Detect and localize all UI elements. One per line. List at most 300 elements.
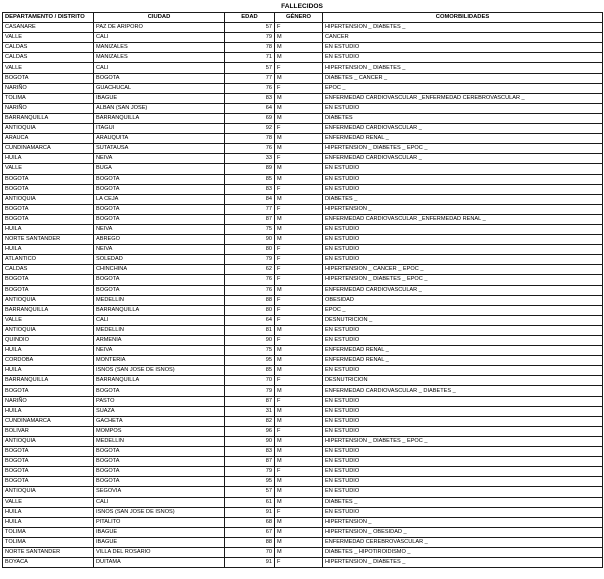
edad-cell: 84 <box>225 194 275 204</box>
comorbilidades-cell: DIABETES _ HIPOTIROIDISMO _ <box>323 547 603 557</box>
departamento-cell: HUILA <box>3 517 94 527</box>
ciudad-cell: IBAGUE <box>94 527 225 537</box>
comorbilidades-cell: HIPERTENSION _ DIABETES _ <box>323 23 603 33</box>
genero-cell: F <box>275 558 323 568</box>
departamento-cell: BOGOTA <box>3 214 94 224</box>
comorbilidades-cell: EN ESTUDIO <box>323 245 603 255</box>
departamento-cell: VALLE <box>3 497 94 507</box>
edad-cell: 57 <box>225 23 275 33</box>
genero-cell: M <box>275 366 323 376</box>
edad-cell: 92 <box>225 124 275 134</box>
comorbilidades-cell: ENFERMEDAD CARDIOVASCULAR _ENFERMEDAD CEREBROVASCULAR _ <box>323 93 603 103</box>
ciudad-cell: NEIVA <box>94 346 225 356</box>
ciudad-cell: ALBAN (SAN JOSE) <box>94 103 225 113</box>
genero-cell: F <box>275 63 323 73</box>
departamento-cell: VALLE <box>3 164 94 174</box>
edad-cell: 75 <box>225 224 275 234</box>
genero-cell: F <box>275 124 323 134</box>
genero-cell: M <box>275 346 323 356</box>
genero-cell: M <box>275 537 323 547</box>
genero-cell: F <box>275 204 323 214</box>
departamento-cell: CALDAS <box>3 43 94 53</box>
ciudad-cell: BOGOTA <box>94 477 225 487</box>
ciudad-cell: SUAZA <box>94 406 225 416</box>
departamento-cell: ARAUCA <box>3 134 94 144</box>
edad-cell: 79 <box>225 255 275 265</box>
comorbilidades-cell: HIPERTENSION _ DIABETES _ <box>323 558 603 568</box>
genero-cell: F <box>275 245 323 255</box>
comorbilidades-cell: HIPERTENSION _ <box>323 204 603 214</box>
ciudad-cell: CALI <box>94 63 225 73</box>
ciudad-cell: BOGOTA <box>94 174 225 184</box>
genero-cell: M <box>275 164 323 174</box>
genero-cell: F <box>275 336 323 346</box>
edad-cell: 88 <box>225 295 275 305</box>
genero-cell: F <box>275 315 323 325</box>
comorbilidades-cell: EN ESTUDIO <box>323 416 603 426</box>
ciudad-cell: PAZ DE ARIPORO <box>94 23 225 33</box>
ciudad-cell: ARMENIA <box>94 336 225 346</box>
comorbilidades-cell: HIPERTENSION _ DIABETES _ EPOC _ <box>323 275 603 285</box>
edad-cell: 62 <box>225 265 275 275</box>
table-row <box>3 477 603 487</box>
departamento-cell: HUILA <box>3 406 94 416</box>
comorbilidades-cell: EPOC _ <box>323 83 603 93</box>
comorbilidades-cell: EN ESTUDIO <box>323 366 603 376</box>
comorbilidades-cell: EN ESTUDIO <box>323 477 603 487</box>
ciudad-cell: BOGOTA <box>94 447 225 457</box>
comorbilidades-cell: EN ESTUDIO <box>323 43 603 53</box>
edad-cell: 78 <box>225 43 275 53</box>
comorbilidades-cell: ENFERMEDAD CARDIOVASCULAR _ DIABETES _ <box>323 386 603 396</box>
comorbilidades-cell: EN ESTUDIO <box>323 325 603 335</box>
edad-cell: 76 <box>225 144 275 154</box>
ciudad-cell: LA CEJA <box>94 194 225 204</box>
table-row <box>3 315 603 325</box>
table-row <box>3 406 603 416</box>
departamento-cell: HUILA <box>3 245 94 255</box>
edad-cell: 76 <box>225 83 275 93</box>
edad-cell: 90 <box>225 235 275 245</box>
table-row <box>3 346 603 356</box>
departamento-cell: BOGOTA <box>3 204 94 214</box>
table-row <box>3 265 603 275</box>
ciudad-cell: ARAUQUITA <box>94 134 225 144</box>
table-row <box>3 33 603 43</box>
table-row <box>3 154 603 164</box>
departamento-cell: ANTIOQUIA <box>3 124 94 134</box>
ciudad-cell: IBAGUE <box>94 93 225 103</box>
comorbilidades-cell: HIPERTENSION _ DIABETES _ EPOC _ <box>323 436 603 446</box>
ciudad-cell: BOGOTA <box>94 275 225 285</box>
ciudad-cell: BOGOTA <box>94 214 225 224</box>
comorbilidades-cell: EN ESTUDIO <box>323 184 603 194</box>
table-row <box>3 497 603 507</box>
ciudad-cell: MANIZALES <box>94 43 225 53</box>
ciudad-cell: BOGOTA <box>94 457 225 467</box>
edad-cell: 82 <box>225 416 275 426</box>
comorbilidades-cell: ENFERMEDAD CARDIOVASCULAR _ <box>323 285 603 295</box>
comorbilidades-cell: EN ESTUDIO <box>323 447 603 457</box>
edad-cell: 87 <box>225 396 275 406</box>
genero-cell: M <box>275 447 323 457</box>
departamento-cell: QUINDIO <box>3 336 94 346</box>
comorbilidades-cell: EN ESTUDIO <box>323 224 603 234</box>
table-row <box>3 305 603 315</box>
table-row <box>3 295 603 305</box>
genero-cell: F <box>275 507 323 517</box>
genero-cell: M <box>275 174 323 184</box>
table-row <box>3 83 603 93</box>
edad-cell: 75 <box>225 346 275 356</box>
departamento-cell: CASANARE <box>3 23 94 33</box>
edad-cell: 83 <box>225 184 275 194</box>
edad-cell: 95 <box>225 356 275 366</box>
edad-cell: 31 <box>225 406 275 416</box>
ciudad-cell: PASTO <box>94 396 225 406</box>
edad-cell: 88 <box>225 537 275 547</box>
genero-cell: M <box>275 113 323 123</box>
genero-cell: M <box>275 194 323 204</box>
edad-cell: 71 <box>225 53 275 63</box>
genero-cell: F <box>275 275 323 285</box>
ciudad-cell: BOGOTA <box>94 204 225 214</box>
table-row <box>3 447 603 457</box>
departamento-cell: BOGOTA <box>3 457 94 467</box>
genero-cell: F <box>275 305 323 315</box>
edad-cell: 79 <box>225 467 275 477</box>
table-row <box>3 547 603 557</box>
departamento-cell: ATLANTICO <box>3 255 94 265</box>
spreadsheet-page <box>2 2 602 568</box>
departamento-cell: BOGOTA <box>3 184 94 194</box>
ciudad-cell: GUACHUCAL <box>94 83 225 93</box>
edad-cell: 91 <box>225 558 275 568</box>
table-row <box>3 144 603 154</box>
ciudad-cell: MEDELLIN <box>94 436 225 446</box>
table-row <box>3 73 603 83</box>
departamento-cell: CALDAS <box>3 53 94 63</box>
departamento-cell: TOLIMA <box>3 527 94 537</box>
ciudad-cell: SEGOVIA <box>94 487 225 497</box>
comorbilidades-cell: ENFERMEDAD CARDIOVASCULAR _ <box>323 124 603 134</box>
comorbilidades-cell: EN ESTUDIO <box>323 406 603 416</box>
comorbilidades-cell: ENFERMEDAD CARDIOVASCULAR _ENFERMEDAD RENAL _ <box>323 214 603 224</box>
edad-cell: 81 <box>225 325 275 335</box>
table-row <box>3 487 603 497</box>
ciudad-cell: SOLEDAD <box>94 255 225 265</box>
ciudad-cell: BARRANQUILLA <box>94 113 225 123</box>
ciudad-cell: NEIVA <box>94 154 225 164</box>
departamento-cell: ANTIOQUIA <box>3 295 94 305</box>
departamento-cell: ANTIOQUIA <box>3 325 94 335</box>
ciudad-cell: NEIVA <box>94 224 225 234</box>
genero-cell: M <box>275 43 323 53</box>
edad-cell: 57 <box>225 487 275 497</box>
genero-cell: M <box>275 144 323 154</box>
genero-cell: M <box>275 235 323 245</box>
genero-cell: M <box>275 457 323 467</box>
departamento-cell: CORDOBA <box>3 356 94 366</box>
comorbilidades-cell: EN ESTUDIO <box>323 487 603 497</box>
table-row <box>3 366 603 376</box>
table-row <box>3 426 603 436</box>
edad-cell: 76 <box>225 285 275 295</box>
genero-cell: F <box>275 154 323 164</box>
table-row <box>3 245 603 255</box>
table-row <box>3 224 603 234</box>
genero-cell: M <box>275 527 323 537</box>
table-row <box>3 164 603 174</box>
comorbilidades-cell: ENFERMEDAD RENAL _ <box>323 134 603 144</box>
ciudad-cell: PITALITO <box>94 517 225 527</box>
ciudad-cell: CALI <box>94 315 225 325</box>
edad-cell: 77 <box>225 204 275 214</box>
departamento-cell: NARIÑO <box>3 83 94 93</box>
edad-cell: 68 <box>225 517 275 527</box>
table-row <box>3 507 603 517</box>
table-row <box>3 376 603 386</box>
genero-cell: F <box>275 467 323 477</box>
comorbilidades-cell: DIABETES _ <box>323 497 603 507</box>
ciudad-cell: GACHETA <box>94 416 225 426</box>
departamento-cell: HUILA <box>3 224 94 234</box>
departamento-cell: HUILA <box>3 154 94 164</box>
genero-cell: F <box>275 396 323 406</box>
edad-cell: 90 <box>225 436 275 446</box>
departamento-cell: BOGOTA <box>3 467 94 477</box>
table-row <box>3 285 603 295</box>
table-row <box>3 134 603 144</box>
edad-cell: 85 <box>225 174 275 184</box>
genero-cell: M <box>275 103 323 113</box>
departamento-cell: BOGOTA <box>3 275 94 285</box>
edad-cell: 79 <box>225 33 275 43</box>
edad-cell: 78 <box>225 134 275 144</box>
genero-cell: M <box>275 214 323 224</box>
departamento-cell: CALDAS <box>3 265 94 275</box>
ciudad-cell: NEIVA <box>94 245 225 255</box>
genero-cell: M <box>275 53 323 63</box>
header-row <box>3 13 603 23</box>
genero-cell: F <box>275 376 323 386</box>
table-row <box>3 558 603 568</box>
table-row <box>3 386 603 396</box>
genero-cell: M <box>275 356 323 366</box>
genero-cell: M <box>275 497 323 507</box>
comorbilidades-cell: EN ESTUDIO <box>323 426 603 436</box>
comorbilidades-cell: HIPERTENSION _ CANCER _ EPOC _ <box>323 265 603 275</box>
header-departamento: DEPARTAMENTO / DISTRITO <box>3 13 94 23</box>
table-row <box>3 467 603 477</box>
edad-cell: 76 <box>225 275 275 285</box>
ciudad-cell: BOGOTA <box>94 73 225 83</box>
genero-cell: M <box>275 134 323 144</box>
table-row <box>3 336 603 346</box>
table-row <box>3 113 603 123</box>
genero-cell: M <box>275 93 323 103</box>
table-row <box>3 43 603 53</box>
genero-cell: M <box>275 386 323 396</box>
table-row <box>3 517 603 527</box>
table-row <box>3 214 603 224</box>
table-row <box>3 457 603 467</box>
departamento-cell: TOLIMA <box>3 537 94 547</box>
ciudad-cell: BARRANQUILLA <box>94 376 225 386</box>
comorbilidades-cell: HIPERTENSION _ DIABETES _ <box>323 63 603 73</box>
genero-cell: F <box>275 83 323 93</box>
edad-cell: 64 <box>225 103 275 113</box>
edad-cell: 90 <box>225 336 275 346</box>
departamento-cell: BOGOTA <box>3 386 94 396</box>
edad-cell: 77 <box>225 73 275 83</box>
edad-cell: 87 <box>225 457 275 467</box>
comorbilidades-cell: EPOC _ <box>323 305 603 315</box>
departamento-cell: NORTE SANTANDER <box>3 547 94 557</box>
edad-cell: 96 <box>225 426 275 436</box>
ciudad-cell: MEDELLIN <box>94 295 225 305</box>
edad-cell: 91 <box>225 507 275 517</box>
genero-cell: M <box>275 325 323 335</box>
departamento-cell: ANTIOQUIA <box>3 487 94 497</box>
table-row <box>3 204 603 214</box>
edad-cell: 87 <box>225 214 275 224</box>
comorbilidades-cell: DESNUTRICION <box>323 376 603 386</box>
comorbilidades-cell: OBESIDAD <box>323 295 603 305</box>
edad-cell: 95 <box>225 477 275 487</box>
edad-cell: 89 <box>225 164 275 174</box>
comorbilidades-cell: EN ESTUDIO <box>323 457 603 467</box>
ciudad-cell: BOGOTA <box>94 285 225 295</box>
ciudad-cell: ITAGUI <box>94 124 225 134</box>
departamento-cell: VALLE <box>3 315 94 325</box>
table-row <box>3 356 603 366</box>
ciudad-cell: BUGA <box>94 164 225 174</box>
edad-cell: 85 <box>225 366 275 376</box>
comorbilidades-cell: EN ESTUDIO <box>323 235 603 245</box>
comorbilidades-cell: CANCER <box>323 33 603 43</box>
genero-cell: M <box>275 517 323 527</box>
comorbilidades-cell: HIPERTENSION _ OBESIDAD _ <box>323 527 603 537</box>
departamento-cell: HUILA <box>3 507 94 517</box>
comorbilidades-cell: EN ESTUDIO <box>323 396 603 406</box>
genero-cell: F <box>275 23 323 33</box>
departamento-cell: BOGOTA <box>3 73 94 83</box>
ciudad-cell: BOGOTA <box>94 184 225 194</box>
departamento-cell: BOGOTA <box>3 447 94 457</box>
ciudad-cell: BOGOTA <box>94 386 225 396</box>
table-row <box>3 93 603 103</box>
departamento-cell: BARRANQUILLA <box>3 113 94 123</box>
ciudad-cell: SUTATAUSA <box>94 144 225 154</box>
genero-cell: M <box>275 416 323 426</box>
table-row <box>3 235 603 245</box>
departamento-cell: BOGOTA <box>3 285 94 295</box>
genero-cell: M <box>275 73 323 83</box>
ciudad-cell: VILLA DEL ROSARIO <box>94 547 225 557</box>
table-row <box>3 53 603 63</box>
departamento-cell: ANTIOQUIA <box>3 436 94 446</box>
genero-cell: F <box>275 295 323 305</box>
comorbilidades-cell: EN ESTUDIO <box>323 255 603 265</box>
table-row <box>3 184 603 194</box>
table-row <box>3 63 603 73</box>
departamento-cell: BOYACA <box>3 558 94 568</box>
departamento-cell: BOLIVAR <box>3 426 94 436</box>
edad-cell: 64 <box>225 315 275 325</box>
table-row <box>3 416 603 426</box>
table-row <box>3 527 603 537</box>
ciudad-cell: MONTERIA <box>94 356 225 366</box>
comorbilidades-cell: DIABETES _ CANCER _ <box>323 73 603 83</box>
genero-cell: M <box>275 406 323 416</box>
genero-cell: M <box>275 477 323 487</box>
comorbilidades-cell: EN ESTUDIO <box>323 164 603 174</box>
ciudad-cell: ISNOS (SAN JOSE DE ISNOS) <box>94 366 225 376</box>
genero-cell: M <box>275 33 323 43</box>
comorbilidades-cell: EN ESTUDIO <box>323 336 603 346</box>
table-row <box>3 103 603 113</box>
header-comorbilidades: COMORBILIDADES <box>323 13 603 23</box>
comorbilidades-cell: EN ESTUDIO <box>323 174 603 184</box>
edad-cell: 80 <box>225 305 275 315</box>
departamento-cell: NARIÑO <box>3 103 94 113</box>
comorbilidades-cell: ENFERMEDAD CARDIOVASCULAR _ <box>323 154 603 164</box>
departamento-cell: VALLE <box>3 33 94 43</box>
departamento-cell: ANTIOQUIA <box>3 194 94 204</box>
edad-cell: 70 <box>225 376 275 386</box>
table-row <box>3 537 603 547</box>
table-row <box>3 174 603 184</box>
genero-cell: M <box>275 436 323 446</box>
genero-cell: M <box>275 285 323 295</box>
edad-cell: 57 <box>225 63 275 73</box>
comorbilidades-cell: HIPERTENSION _ <box>323 517 603 527</box>
departamento-cell: HUILA <box>3 346 94 356</box>
ciudad-cell: IBAGUE <box>94 537 225 547</box>
ciudad-cell: BARRANQUILLA <box>94 305 225 315</box>
comorbilidades-cell: ENFERMEDAD CEREBROVASCULAR _ <box>323 537 603 547</box>
table-row <box>3 436 603 446</box>
ciudad-cell: MEDELLIN <box>94 325 225 335</box>
genero-cell: M <box>275 224 323 234</box>
edad-cell: 61 <box>225 497 275 507</box>
table-row <box>3 124 603 134</box>
header-genero: GÉNERO <box>275 13 323 23</box>
genero-cell: F <box>275 184 323 194</box>
deaths-table <box>2 12 603 568</box>
genero-cell: F <box>275 265 323 275</box>
departamento-cell: BOGOTA <box>3 477 94 487</box>
ciudad-cell: CALI <box>94 497 225 507</box>
comorbilidades-cell: ENFERMEDAD RENAL _ <box>323 346 603 356</box>
ciudad-cell: ABREGO <box>94 235 225 245</box>
comorbilidades-cell: EN ESTUDIO <box>323 467 603 477</box>
header-ciudad: CIUDAD <box>94 13 225 23</box>
ciudad-cell: MOMPOS <box>94 426 225 436</box>
edad-cell: 83 <box>225 447 275 457</box>
table-row <box>3 275 603 285</box>
ciudad-cell: ISNOS (SAN JOSE DE ISNOS) <box>94 507 225 517</box>
edad-cell: 83 <box>225 93 275 103</box>
comorbilidades-cell: DIABETES <box>323 113 603 123</box>
edad-cell: 79 <box>225 386 275 396</box>
comorbilidades-cell: DIABETES _ <box>323 194 603 204</box>
edad-cell: 33 <box>225 154 275 164</box>
edad-cell: 69 <box>225 113 275 123</box>
departamento-cell: BOGOTA <box>3 174 94 184</box>
header-edad: EDAD <box>225 13 275 23</box>
